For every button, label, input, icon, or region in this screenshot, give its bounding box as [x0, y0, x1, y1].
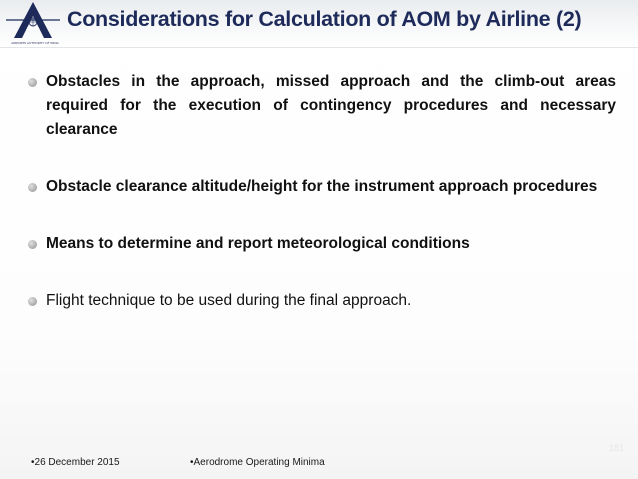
aai-logo-icon [2, 0, 64, 47]
bullet-item [26, 70, 616, 142]
bullet-dot-icon [28, 240, 37, 249]
bullet-text: Obstacle clearance altitude/height for the instrument approach procedures [46, 178, 598, 195]
footer-date: •26 December 2015 [31, 457, 120, 468]
bullet-text: Means to determine and report meteorological conditions [46, 235, 470, 252]
bullet-text: Obstacles in the approach, missed approach and the climb-out areas required for the execution of contingency procedures and necessary clearance [46, 73, 616, 138]
bullet-text: Flight technique to be used during the final approach. [46, 292, 412, 309]
bullet-item [26, 175, 616, 199]
bullet-item [26, 289, 616, 313]
footer-topic: •Aerodrome Operating Minima [190, 457, 325, 468]
bullet-dot-icon [28, 78, 37, 87]
bullet-item [26, 232, 616, 256]
slide-title: Considerations for Calculation of AOM by Airline (2) [67, 7, 582, 31]
page-number: 181 [608, 443, 624, 453]
bullet-list [26, 70, 616, 313]
logo-text: AIRPORTS AUTHORITY OF INDIA [11, 41, 59, 45]
bullet-dot-icon [28, 183, 37, 192]
bullet-dot-icon [28, 297, 37, 306]
